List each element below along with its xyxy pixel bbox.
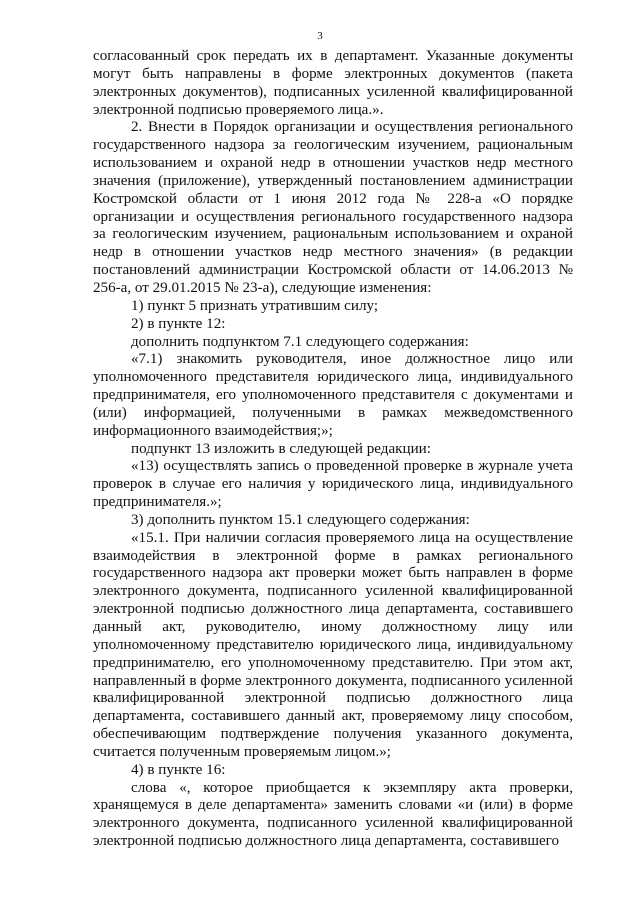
paragraph-subitem-13-intro: подпункт 13 изложить в следующей редакции:	[131, 440, 431, 457]
paragraph-replace-words: слова «, которое приобщается к экземпляру акта проверки, хранящемуся в деле департамента» заменить словами «и (или) в форме электронного документа, подписанного усиленной квалифицированной электронной подписью должностного лица департамента, составившего	[93, 779, 573, 850]
paragraph-continuation: согласованный срок передать их в департамент. Указанные документы могут быть направлены в форме электронных документов (пакета электронных документов), подписанных усиленной квалифицированной электронной подписью проверяемого лица.».	[93, 48, 573, 118]
paragraph-subitem-4: 4) в пункте 16:	[131, 761, 226, 778]
document-body	[93, 48, 573, 851]
paragraph-quote-15-1: «15.1. При наличии согласия проверяемого лица на осуществление взаимодействия в электронной форме в рамках регионального государственного надзора акт проверки может быть направлен в форме электронного документа, подписанного усиленной квалифицированной электронной подписью должностного лица департамента, составившего данный акт, руководителю, иному должностному лицу или уполномоченному представителю юридического лица, индивидуальному предпринимателю, его уполномоченному представителю. При этом акт, направленный в форме электронного документа, подписанного усиленной квалифицированной электронной подписью должностного лица департамента, составившего данный акт, проверяемому лицу способом, обеспечивающим подтверждение получения указанного документа, считается полученным проверяемым лицом.»;	[93, 529, 573, 760]
page-number: 3	[317, 30, 323, 42]
paragraph-item-2: 2. Внести в Порядок организации и осуществления регионального государственного надзора за геологическим изучением, рациональным использованием и охраной недр в отношении участков недр местного значения (приложение), утвержденный постановлением администрации Костромской области от 1 июня 2012 года № 228-а «О порядке организации и осуществления регионального государственного надзора за геологическим изучением, рациональным использованием и охраной недр в отношении участков недр местного значения» (в редакции постановлений администрации Костромской области от 14.06.2013 № 256-а, от 29.01.2015 № 23-а), следующие изменения:	[93, 119, 573, 296]
paragraph-subitem-2: 2) в пункте 12:	[131, 315, 226, 332]
paragraph-quote-13: «13) осуществлять запись о проведенной проверке в журнале учета проверок в случае его наличия у юридического лица, индивидуального предпринимателя.»;	[93, 458, 573, 511]
paragraph-quote-7-1: «7.1) знакомить руководителя, иное должностное лицо или уполномоченного представителя юридического лица, индивидуального предпринимателя, его уполномоченного представителя с документами и (или) информацией, полученными в рамках межведомственного информационного взаимодействия;»;	[93, 351, 573, 439]
paragraph-add-7-1: дополнить подпунктом 7.1 следующего содержания:	[131, 333, 469, 350]
paragraph-subitem-1: 1) пункт 5 признать утратившим силу;	[131, 297, 379, 314]
paragraph-subitem-3: 3) дополнить пунктом 15.1 следующего содержания:	[131, 511, 470, 528]
